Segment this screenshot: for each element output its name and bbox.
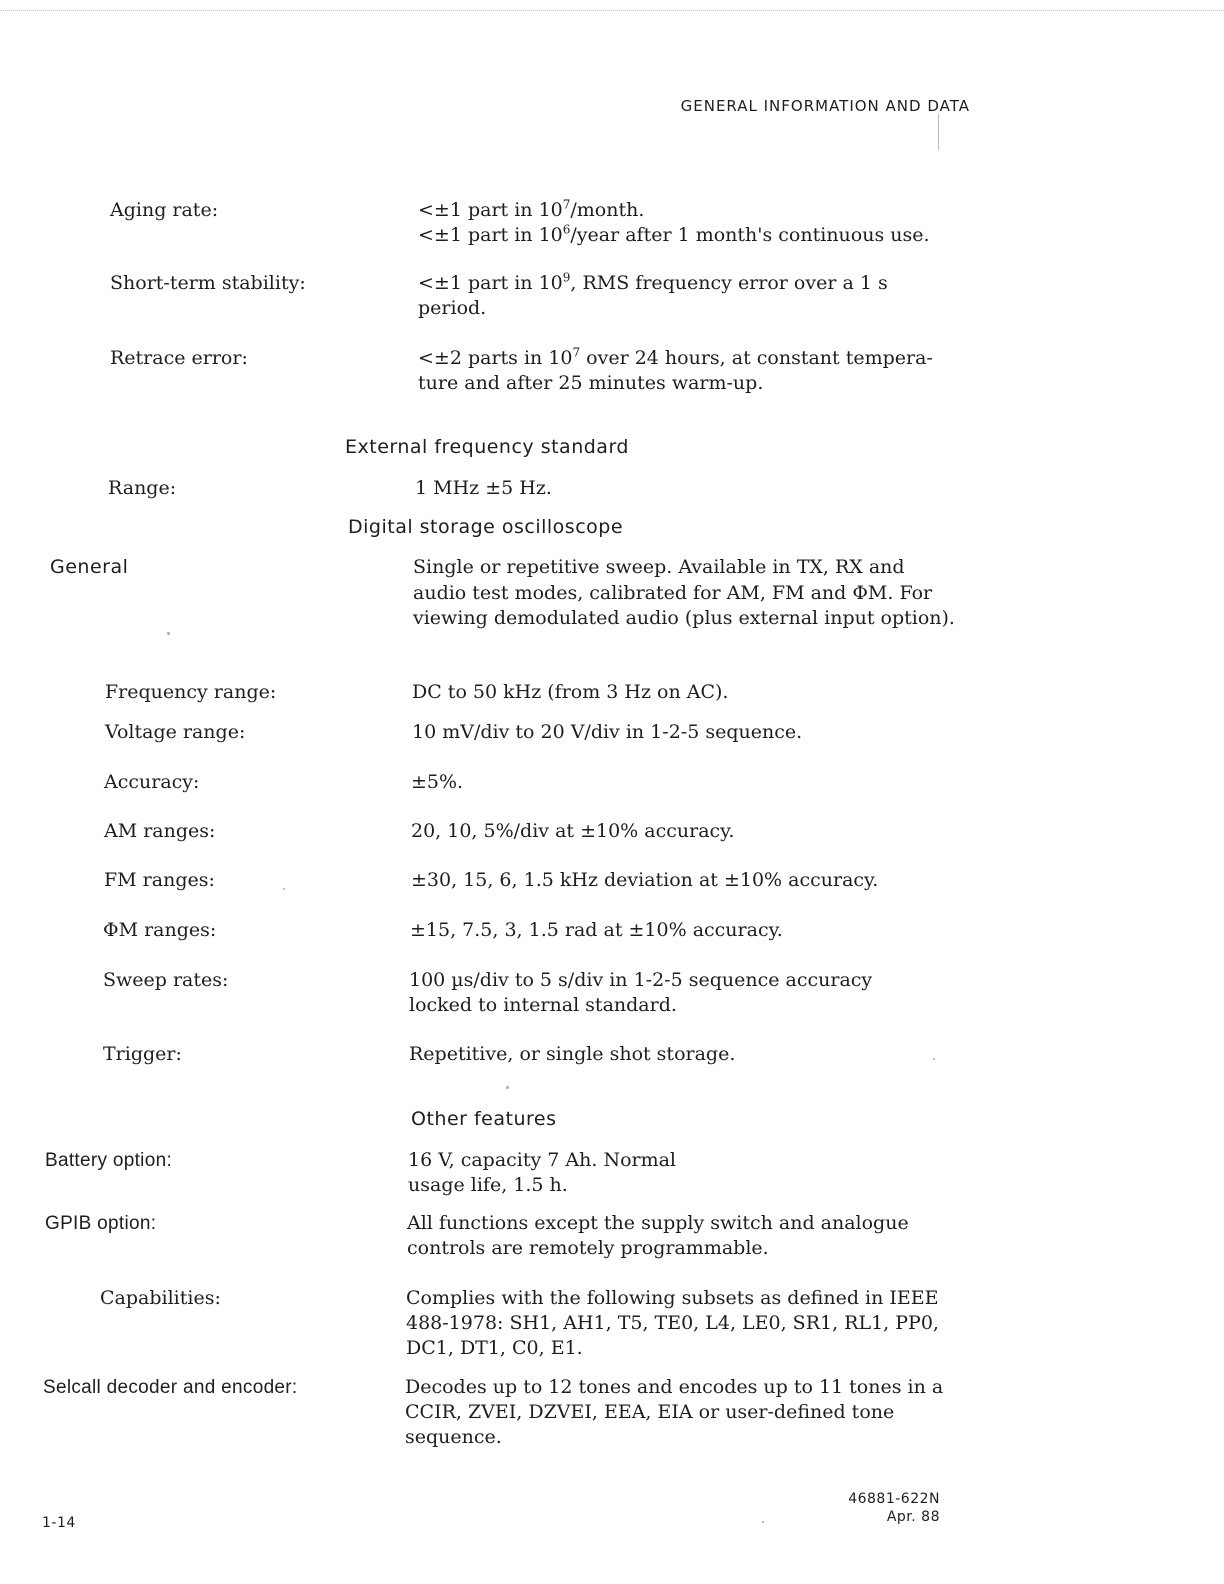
scan-speck: [283, 888, 285, 890]
spec-label: GPIB option:: [45, 1213, 157, 1234]
spec-value: ±15, 7.5, 3, 1.5 rad at ±10% accuracy.: [410, 919, 783, 941]
spec-value: ±30, 15, 6, 1.5 kHz deviation at ±10% accuracy.: [411, 869, 879, 891]
spec-line: <±2 parts in $10^7$ over 24 hours, at constant tempera-: [418, 345, 933, 369]
spec-label: Trigger:: [103, 1043, 182, 1065]
footer-date: Apr. 88: [886, 1509, 940, 1525]
spec-label: Retrace error:: [110, 347, 248, 369]
spec-label: ΦM ranges:: [103, 919, 217, 941]
spec-label: Selcall decoder and encoder:: [43, 1377, 298, 1398]
footer-page-number: 1-14: [42, 1515, 76, 1531]
scan-speck: [167, 632, 170, 635]
spec-value: All functions except the supply switch and analogue controls are remotely programmable.: [407, 1212, 909, 1259]
spec-value: Decodes up to 12 tones and encodes up to 11 tones in a CCIR, ZVEI, DZVEI, EEA, EIA or user-defined tone sequence.: [405, 1376, 944, 1448]
section-other-features: Other features: [411, 1108, 557, 1130]
spec-label: Range:: [108, 477, 177, 499]
spec-value: Complies with the following subsets as defined in IEEE 488-1978: SH1, AH1, T5, TE0, L4, LE0, SR1, RL1, PP0, DC1, DT1, C0, E1.: [406, 1287, 939, 1359]
spec-label: Short-term stability:: [110, 272, 306, 294]
general-label: General: [50, 556, 129, 578]
section-digital-storage-oscilloscope: Digital storage oscilloscope: [348, 516, 624, 538]
spec-value: [418, 346, 978, 396]
section-external-frequency-standard: External frequency standard: [345, 436, 629, 458]
spec-value: 1 MHz ±5 Hz.: [415, 477, 552, 499]
spec-label: Frequency range:: [105, 681, 277, 703]
scan-mark: [938, 114, 939, 150]
footer-doc-number: 46881-622N: [848, 1491, 940, 1507]
spec-label: Voltage range:: [105, 721, 246, 743]
spec-label: Battery option:: [45, 1150, 173, 1171]
scan-artifact-line: [0, 10, 1224, 11]
spec-label: Aging rate:: [110, 199, 219, 221]
spec-label: Accuracy:: [104, 771, 200, 793]
spec-value: DC to 50 kHz (from 3 Hz on AC).: [412, 681, 729, 703]
spec-value: 16 V, capacity 7 Ah. Normal usage life, 1.5 h.: [408, 1149, 677, 1196]
spec-label: Capabilities:: [100, 1287, 221, 1309]
scan-speck: [762, 1521, 764, 1523]
spec-value: Repetitive, or single shot storage.: [409, 1043, 736, 1065]
spec-line: ture and after 25 minutes warm-up.: [418, 372, 764, 394]
spec-line: <±1 part in $10^7$/month.: [418, 197, 645, 221]
scan-speck: [506, 1086, 509, 1089]
spec-label: Sweep rates:: [103, 969, 229, 991]
spec-value: [418, 198, 978, 248]
spec-line: period.: [418, 297, 487, 319]
scan-speck: [933, 1058, 935, 1060]
spec-line: <±1 part in $10^6$/year after 1 month's continuous use.: [418, 222, 930, 246]
spec-label: FM ranges:: [104, 869, 215, 891]
spec-value: 20, 10, 5%/div at ±10% accuracy.: [411, 820, 735, 842]
spec-value: 10 mV/div to 20 V/div in 1-2-5 sequence.: [412, 721, 803, 743]
page-header: GENERAL INFORMATION AND DATA: [680, 97, 970, 115]
spec-value: [418, 271, 978, 321]
spec-value: ±5%.: [411, 771, 464, 793]
spec-line: <±1 part in $10^9$, RMS frequency error over a 1 s: [418, 270, 888, 294]
spec-value: 100 µs/div to 5 s/div in 1-2-5 sequence accuracy locked to internal standard.: [409, 969, 873, 1016]
general-value: Single or repetitive sweep. Available in TX, RX and audio test modes, calibrated for AM, FM and ΦM. For viewing demodulated audio (plus external input option).: [413, 556, 955, 629]
spec-label: AM ranges:: [104, 820, 216, 842]
